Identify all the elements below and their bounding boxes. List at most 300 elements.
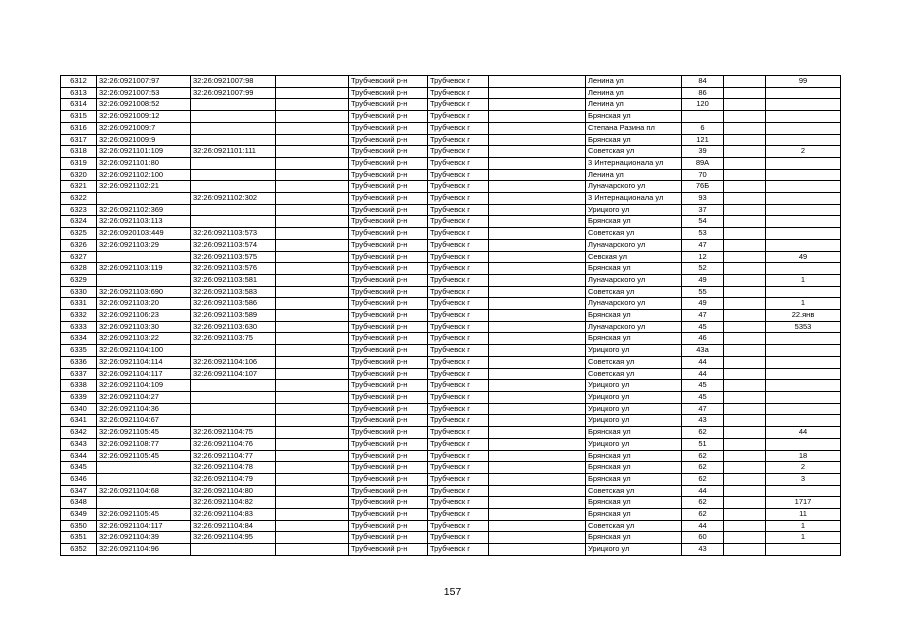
empty-col-3-cell: [724, 356, 766, 368]
street-cell: Советская ул: [586, 286, 682, 298]
street-cell: Луначарского ул: [586, 239, 682, 251]
table-row: [61, 544, 841, 556]
empty-col-2-cell: [489, 228, 586, 240]
empty-col-cell: [276, 228, 349, 240]
empty-col-cell: [276, 438, 349, 450]
extra-value-cell: [766, 345, 841, 357]
empty-col-3-cell: [724, 193, 766, 205]
row-number-cell: 6321: [61, 181, 97, 193]
cadastral-number-2-cell: 32:26:0921104:106: [191, 356, 276, 368]
empty-col-3-cell: [724, 263, 766, 275]
house-number-cell: 44: [682, 520, 724, 532]
district-cell: Трубчевский р-н: [349, 263, 428, 275]
row-number-cell: 6338: [61, 380, 97, 392]
cadastral-number-cell: 32:26:0921104:117: [97, 368, 191, 380]
city-cell: Трубчевск г: [428, 368, 489, 380]
row-number-cell: 6334: [61, 333, 97, 345]
row-number-cell: 6339: [61, 391, 97, 403]
house-number-cell: 43а: [682, 345, 724, 357]
empty-col-cell: [276, 403, 349, 415]
table-row: [61, 169, 841, 181]
empty-col-3-cell: [724, 122, 766, 134]
empty-col-2-cell: [489, 122, 586, 134]
extra-value-cell: 11: [766, 509, 841, 521]
empty-col-2-cell: [489, 157, 586, 169]
house-number-cell: 43: [682, 415, 724, 427]
row-number-cell: 6328: [61, 263, 97, 275]
street-cell: Советская ул: [586, 520, 682, 532]
house-number-cell: 121: [682, 134, 724, 146]
cadastral-number-2-cell: 32:26:0921103:583: [191, 286, 276, 298]
cadastral-number-2-cell: 32:26:0921103:581: [191, 274, 276, 286]
extra-value-cell: [766, 87, 841, 99]
table-row: [61, 204, 841, 216]
cadastral-number-cell: 32:26:0921104:109: [97, 380, 191, 392]
empty-col-2-cell: [489, 450, 586, 462]
empty-col-cell: [276, 509, 349, 521]
house-number-cell: 45: [682, 380, 724, 392]
row-number-cell: 6319: [61, 157, 97, 169]
house-number-cell: 37: [682, 204, 724, 216]
extra-value-cell: [766, 193, 841, 205]
empty-col-3-cell: [724, 497, 766, 509]
street-cell: Ленина ул: [586, 169, 682, 181]
city-cell: Трубчевск г: [428, 157, 489, 169]
empty-col-cell: [276, 181, 349, 193]
street-cell: Брянская ул: [586, 216, 682, 228]
house-number-cell: 45: [682, 321, 724, 333]
empty-col-cell: [276, 99, 349, 111]
empty-col-cell: [276, 286, 349, 298]
cadastral-number-cell: 32:26:0921108:77: [97, 438, 191, 450]
row-number-cell: 6312: [61, 76, 97, 88]
empty-col-3-cell: [724, 321, 766, 333]
row-number-cell: 6340: [61, 403, 97, 415]
row-number-cell: 6314: [61, 99, 97, 111]
table-row: [61, 111, 841, 123]
cadastral-number-2-cell: 32:26:0921007:99: [191, 87, 276, 99]
empty-col-cell: [276, 146, 349, 158]
empty-col-cell: [276, 274, 349, 286]
table-row: [61, 532, 841, 544]
empty-col-3-cell: [724, 380, 766, 392]
empty-col-2-cell: [489, 99, 586, 111]
city-cell: Трубчевск г: [428, 204, 489, 216]
cadastral-number-cell: 32:26:0921102:21: [97, 181, 191, 193]
empty-col-3-cell: [724, 310, 766, 322]
row-number-cell: 6315: [61, 111, 97, 123]
city-cell: Трубчевск г: [428, 509, 489, 521]
empty-col-3-cell: [724, 544, 766, 556]
house-number-cell: 93: [682, 193, 724, 205]
cadastral-number-cell: 32:26:0921104:68: [97, 485, 191, 497]
house-number-cell: 55: [682, 286, 724, 298]
empty-col-3-cell: [724, 450, 766, 462]
extra-value-cell: [766, 544, 841, 556]
empty-col-3-cell: [724, 134, 766, 146]
empty-col-2-cell: [489, 544, 586, 556]
district-cell: Трубчевский р-н: [349, 345, 428, 357]
empty-col-2-cell: [489, 76, 586, 88]
street-cell: Брянская ул: [586, 310, 682, 322]
street-cell: Севская ул: [586, 251, 682, 263]
extra-value-cell: 1: [766, 274, 841, 286]
row-number-cell: 6313: [61, 87, 97, 99]
empty-col-3-cell: [724, 427, 766, 439]
extra-value-cell: 99: [766, 76, 841, 88]
district-cell: Трубчевский р-н: [349, 333, 428, 345]
city-cell: Трубчевск г: [428, 228, 489, 240]
table-row: [61, 310, 841, 322]
city-cell: Трубчевск г: [428, 462, 489, 474]
row-number-cell: 6317: [61, 134, 97, 146]
extra-value-cell: [766, 415, 841, 427]
table-row: [61, 462, 841, 474]
house-number-cell: 47: [682, 403, 724, 415]
district-cell: Трубчевский р-н: [349, 239, 428, 251]
house-number-cell: 47: [682, 239, 724, 251]
cadastral-number-cell: 32:26:0921009:7: [97, 122, 191, 134]
district-cell: Трубчевский р-н: [349, 134, 428, 146]
extra-value-cell: [766, 111, 841, 123]
cadastral-number-2-cell: [191, 181, 276, 193]
street-cell: Урицкого ул: [586, 544, 682, 556]
city-cell: Трубчевск г: [428, 193, 489, 205]
empty-col-2-cell: [489, 251, 586, 263]
extra-value-cell: [766, 134, 841, 146]
cadastral-number-cell: 32:26:0921103:29: [97, 239, 191, 251]
cadastral-number-cell: 32:26:0921103:690: [97, 286, 191, 298]
cadastral-number-2-cell: 32:26:0921104:80: [191, 485, 276, 497]
empty-col-2-cell: [489, 263, 586, 275]
row-number-cell: 6323: [61, 204, 97, 216]
cadastral-number-2-cell: 32:26:0921103:75: [191, 333, 276, 345]
row-number-cell: 6348: [61, 497, 97, 509]
row-number-cell: 6346: [61, 473, 97, 485]
empty-col-cell: [276, 251, 349, 263]
empty-col-cell: [276, 368, 349, 380]
row-number-cell: 6326: [61, 239, 97, 251]
empty-col-2-cell: [489, 134, 586, 146]
cadastral-number-cell: [97, 274, 191, 286]
cadastral-number-cell: 32:26:0921102:369: [97, 204, 191, 216]
street-cell: Луначарского ул: [586, 298, 682, 310]
empty-col-3-cell: [724, 485, 766, 497]
empty-col-3-cell: [724, 274, 766, 286]
cadastral-number-2-cell: 32:26:0921103:586: [191, 298, 276, 310]
empty-col-cell: [276, 298, 349, 310]
cadastral-number-2-cell: 32:26:0921103:630: [191, 321, 276, 333]
house-number-cell: 44: [682, 485, 724, 497]
city-cell: Трубчевск г: [428, 310, 489, 322]
table-row: [61, 193, 841, 205]
empty-col-3-cell: [724, 532, 766, 544]
city-cell: Трубчевск г: [428, 239, 489, 251]
row-number-cell: 6331: [61, 298, 97, 310]
table-row: [61, 263, 841, 275]
table-row: [61, 473, 841, 485]
cadastral-number-2-cell: [191, 157, 276, 169]
district-cell: Трубчевский р-н: [349, 403, 428, 415]
street-cell: Брянская ул: [586, 134, 682, 146]
empty-col-2-cell: [489, 403, 586, 415]
cadastral-number-2-cell: [191, 403, 276, 415]
empty-col-3-cell: [724, 239, 766, 251]
extra-value-cell: [766, 438, 841, 450]
street-cell: Урицкого ул: [586, 204, 682, 216]
cadastral-number-cell: 32:26:0921103:119: [97, 263, 191, 275]
empty-col-cell: [276, 345, 349, 357]
table-row: [61, 181, 841, 193]
district-cell: Трубчевский р-н: [349, 251, 428, 263]
cadastral-number-cell: 32:26:0921101:80: [97, 157, 191, 169]
street-cell: Советская ул: [586, 228, 682, 240]
street-cell: Брянская ул: [586, 532, 682, 544]
house-number-cell: 49: [682, 274, 724, 286]
cadastral-number-2-cell: 32:26:0921007:98: [191, 76, 276, 88]
empty-col-3-cell: [724, 391, 766, 403]
empty-col-3-cell: [724, 111, 766, 123]
district-cell: Трубчевский р-н: [349, 473, 428, 485]
house-number-cell: 12: [682, 251, 724, 263]
street-cell: Советская ул: [586, 368, 682, 380]
cadastral-number-cell: 32:26:0921104:114: [97, 356, 191, 368]
empty-col-3-cell: [724, 286, 766, 298]
table-row: [61, 216, 841, 228]
extra-value-cell: 44: [766, 427, 841, 439]
table-row: [61, 146, 841, 158]
extra-value-cell: [766, 169, 841, 181]
district-cell: Трубчевский р-н: [349, 462, 428, 474]
city-cell: Трубчевск г: [428, 263, 489, 275]
cadastral-number-2-cell: 32:26:0921103:576: [191, 263, 276, 275]
extra-value-cell: [766, 204, 841, 216]
district-cell: Трубчевский р-н: [349, 122, 428, 134]
cadastral-number-cell: 32:26:0921103:113: [97, 216, 191, 228]
district-cell: Трубчевский р-н: [349, 169, 428, 181]
empty-col-cell: [276, 204, 349, 216]
cadastral-number-cell: 32:26:0921007:97: [97, 76, 191, 88]
cadastral-number-cell: 32:26:0921104:39: [97, 532, 191, 544]
row-number-cell: 6341: [61, 415, 97, 427]
street-cell: Советская ул: [586, 356, 682, 368]
empty-col-cell: [276, 193, 349, 205]
street-cell: Брянская ул: [586, 497, 682, 509]
extra-value-cell: [766, 122, 841, 134]
empty-col-2-cell: [489, 181, 586, 193]
district-cell: Трубчевский р-н: [349, 391, 428, 403]
empty-col-2-cell: [489, 391, 586, 403]
row-number-cell: 6316: [61, 122, 97, 134]
street-cell: Брянская ул: [586, 427, 682, 439]
city-cell: Трубчевск г: [428, 169, 489, 181]
cadastral-number-cell: [97, 251, 191, 263]
extra-value-cell: 2: [766, 146, 841, 158]
cadastral-number-cell: [97, 462, 191, 474]
empty-col-2-cell: [489, 438, 586, 450]
house-number-cell: 54: [682, 216, 724, 228]
table-row: [61, 509, 841, 521]
row-number-cell: 6351: [61, 532, 97, 544]
empty-col-cell: [276, 427, 349, 439]
cadastral-number-2-cell: 32:26:0921104:77: [191, 450, 276, 462]
cadastral-number-2-cell: 32:26:0921104:78: [191, 462, 276, 474]
cadastral-number-cell: 32:26:0921105:45: [97, 450, 191, 462]
empty-col-3-cell: [724, 368, 766, 380]
table-row: [61, 438, 841, 450]
table-row: [61, 497, 841, 509]
empty-col-2-cell: [489, 368, 586, 380]
cadastral-number-2-cell: [191, 111, 276, 123]
empty-col-3-cell: [724, 216, 766, 228]
row-number-cell: 6342: [61, 427, 97, 439]
table-row: [61, 333, 841, 345]
empty-col-2-cell: [489, 321, 586, 333]
district-cell: Трубчевский р-н: [349, 99, 428, 111]
house-number-cell: 86: [682, 87, 724, 99]
extra-value-cell: 1: [766, 532, 841, 544]
extra-value-cell: [766, 391, 841, 403]
row-number-cell: 6318: [61, 146, 97, 158]
district-cell: Трубчевский р-н: [349, 509, 428, 521]
cadastral-number-cell: 32:26:0921104:67: [97, 415, 191, 427]
cadastral-number-2-cell: 32:26:0921104:75: [191, 427, 276, 439]
row-number-cell: 6325: [61, 228, 97, 240]
district-cell: Трубчевский р-н: [349, 193, 428, 205]
extra-value-cell: 18: [766, 450, 841, 462]
city-cell: Трубчевск г: [428, 391, 489, 403]
table-row: [61, 520, 841, 532]
city-cell: Трубчевск г: [428, 274, 489, 286]
street-cell: Брянская ул: [586, 509, 682, 521]
street-cell: Брянская ул: [586, 333, 682, 345]
extra-value-cell: 49: [766, 251, 841, 263]
street-cell: Ленина ул: [586, 76, 682, 88]
house-number-cell: 47: [682, 310, 724, 322]
empty-col-3-cell: [724, 462, 766, 474]
house-number-cell: 70: [682, 169, 724, 181]
cadastral-number-cell: 32:26:0921103:22: [97, 333, 191, 345]
city-cell: Трубчевск г: [428, 497, 489, 509]
table-row: [61, 274, 841, 286]
street-cell: Урицкого ул: [586, 415, 682, 427]
city-cell: Трубчевск г: [428, 438, 489, 450]
empty-col-2-cell: [489, 485, 586, 497]
city-cell: Трубчевск г: [428, 99, 489, 111]
street-cell: Урицкого ул: [586, 438, 682, 450]
empty-col-2-cell: [489, 193, 586, 205]
house-number-cell: 45: [682, 391, 724, 403]
street-cell: Советская ул: [586, 146, 682, 158]
empty-col-3-cell: [724, 146, 766, 158]
empty-col-2-cell: [489, 298, 586, 310]
district-cell: Трубчевский р-н: [349, 286, 428, 298]
empty-col-2-cell: [489, 497, 586, 509]
street-cell: Ленина ул: [586, 99, 682, 111]
table-row: [61, 134, 841, 146]
district-cell: Трубчевский р-н: [349, 544, 428, 556]
house-number-cell: 43: [682, 544, 724, 556]
cadastral-number-2-cell: 32:26:0921103:575: [191, 251, 276, 263]
house-number-cell: 62: [682, 473, 724, 485]
empty-col-cell: [276, 239, 349, 251]
district-cell: Трубчевский р-н: [349, 111, 428, 123]
cadastral-number-2-cell: [191, 169, 276, 181]
table-row: [61, 251, 841, 263]
row-number-cell: 6343: [61, 438, 97, 450]
row-number-cell: 6329: [61, 274, 97, 286]
empty-col-3-cell: [724, 157, 766, 169]
empty-col-2-cell: [489, 380, 586, 392]
table-row: [61, 228, 841, 240]
extra-value-cell: [766, 380, 841, 392]
empty-col-2-cell: [489, 286, 586, 298]
cadastral-number-cell: 32:26:0920103:449: [97, 228, 191, 240]
empty-col-2-cell: [489, 462, 586, 474]
empty-col-2-cell: [489, 204, 586, 216]
cadastral-number-cell: 32:26:0921009:12: [97, 111, 191, 123]
cadastral-number-2-cell: 32:26:0921102:302: [191, 193, 276, 205]
extra-value-cell: 3: [766, 473, 841, 485]
street-cell: Брянская ул: [586, 473, 682, 485]
extra-value-cell: 1717: [766, 497, 841, 509]
empty-col-cell: [276, 216, 349, 228]
table-row: [61, 415, 841, 427]
city-cell: Трубчевск г: [428, 380, 489, 392]
table-row: [61, 356, 841, 368]
empty-col-cell: [276, 134, 349, 146]
empty-col-cell: [276, 87, 349, 99]
street-cell: Брянская ул: [586, 263, 682, 275]
cadastral-number-cell: 32:26:0921104:27: [97, 391, 191, 403]
house-number-cell: 62: [682, 497, 724, 509]
cadastral-number-cell: 32:26:0921104:100: [97, 345, 191, 357]
city-cell: Трубчевск г: [428, 111, 489, 123]
empty-col-cell: [276, 111, 349, 123]
empty-col-cell: [276, 356, 349, 368]
cadastral-number-2-cell: [191, 204, 276, 216]
district-cell: Трубчевский р-н: [349, 181, 428, 193]
row-number-cell: 6332: [61, 310, 97, 322]
house-number-cell: 39: [682, 146, 724, 158]
empty-col-cell: [276, 473, 349, 485]
cadastral-number-cell: 32:26:0921009:9: [97, 134, 191, 146]
empty-col-3-cell: [724, 473, 766, 485]
house-number-cell: 53: [682, 228, 724, 240]
extra-value-cell: 5353: [766, 321, 841, 333]
row-number-cell: 6344: [61, 450, 97, 462]
empty-col-3-cell: [724, 251, 766, 263]
cadastral-number-2-cell: 32:26:0921103:574: [191, 239, 276, 251]
house-number-cell: 62: [682, 450, 724, 462]
row-number-cell: 6349: [61, 509, 97, 521]
table-row: [61, 239, 841, 251]
empty-col-2-cell: [489, 111, 586, 123]
house-number-cell: [682, 111, 724, 123]
house-number-cell: 62: [682, 509, 724, 521]
empty-col-2-cell: [489, 509, 586, 521]
cadastral-number-2-cell: 32:26:0921104:84: [191, 520, 276, 532]
empty-col-cell: [276, 169, 349, 181]
empty-col-cell: [276, 310, 349, 322]
table-row: [61, 122, 841, 134]
city-cell: Трубчевск г: [428, 286, 489, 298]
city-cell: Трубчевск г: [428, 473, 489, 485]
district-cell: Трубчевский р-н: [349, 157, 428, 169]
empty-col-cell: [276, 520, 349, 532]
empty-col-3-cell: [724, 76, 766, 88]
empty-col-cell: [276, 497, 349, 509]
